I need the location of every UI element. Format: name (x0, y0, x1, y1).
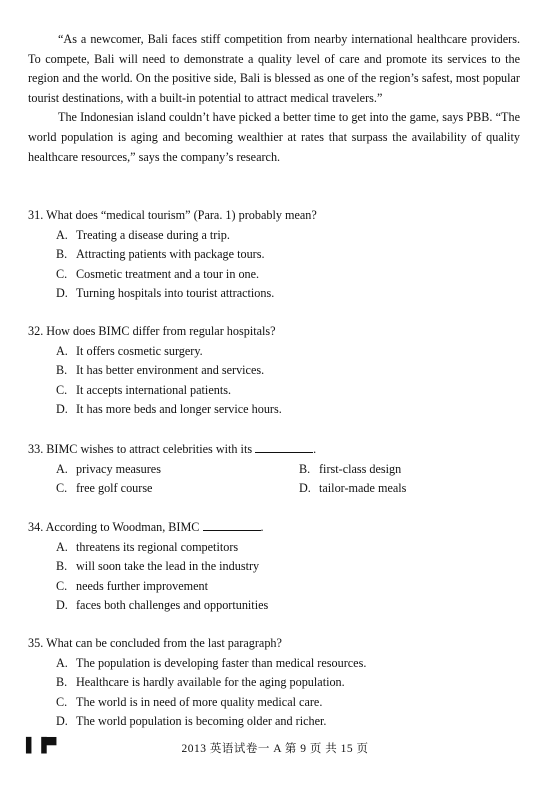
question-stem (28, 322, 528, 342)
option-letter: D. (56, 598, 68, 612)
answer-blank (255, 440, 313, 453)
passage-paragraph: The Indonesian island couldn’t have picked a better time to get into the game, says PBB. “The world population is aging and becoming wealthier at rates that surpass the availability of quality healthcare resources,” says the company’s research. (28, 110, 520, 164)
option-a[interactable] (28, 654, 528, 674)
option-a[interactable] (28, 460, 271, 480)
option-a[interactable] (28, 226, 528, 246)
option-letter: C. (56, 481, 68, 495)
option-letter: B. (56, 363, 68, 377)
option-d[interactable] (28, 284, 528, 304)
option-text: will soon take the lead in the industry (76, 559, 260, 573)
option-text: free golf course (76, 481, 153, 495)
question-stem (28, 440, 528, 460)
option-d[interactable] (271, 479, 514, 499)
question-32 (28, 322, 528, 420)
option-c[interactable] (28, 479, 271, 499)
option-letter: A. (56, 461, 68, 476)
option-text: Healthcare is hardly available for the aging population. (76, 675, 345, 689)
question-stem (28, 206, 528, 226)
option-c[interactable] (28, 381, 528, 401)
question-stem (28, 634, 528, 654)
option-d[interactable] (28, 712, 528, 732)
option-a[interactable] (28, 342, 528, 362)
option-b[interactable] (28, 673, 528, 693)
option-text: It has more beds and longer service hours. (76, 402, 282, 416)
question-text: What can be concluded from the last paragraph? (46, 636, 282, 650)
option-letter: C. (56, 578, 68, 593)
option-letter: A. (56, 227, 68, 242)
option-letter: A. (56, 539, 68, 554)
page-footer (0, 736, 550, 760)
option-letter: B. (56, 247, 68, 261)
option-text: The world is in need of more quality medical care. (76, 694, 323, 709)
option-text: privacy measures (76, 461, 161, 476)
option-text: Turning hospitals into tourist attractions. (76, 286, 275, 300)
option-text: The world population is becoming older and richer. (76, 714, 327, 728)
option-text: It accepts international patients. (76, 382, 231, 397)
option-c[interactable] (28, 577, 528, 597)
question-number: 31. (28, 208, 44, 222)
option-letter: D. (299, 481, 311, 495)
question-number: 32. (28, 324, 44, 338)
question-stem (28, 518, 528, 538)
page-number: 2013 英语试卷一 A 第 9 页 共 15 页 (181, 743, 369, 755)
answer-blank (203, 518, 261, 531)
option-text: threatens its regional competitors (76, 539, 239, 554)
option-text: Treating a disease during a trip. (76, 227, 230, 242)
question-34 (28, 518, 528, 616)
question-number: 33. (28, 442, 44, 456)
question-31 (28, 206, 528, 304)
question-text: BIMC wishes to attract celebrities with its (46, 442, 253, 456)
option-b[interactable] (28, 361, 528, 381)
option-text: It offers cosmetic surgery. (76, 343, 203, 358)
option-letter: B. (299, 461, 311, 476)
reading-passage (28, 30, 520, 167)
option-letter: D. (56, 286, 68, 300)
option-letter: B. (56, 675, 68, 689)
option-c[interactable] (28, 265, 528, 285)
option-b[interactable] (28, 245, 528, 265)
option-letter: D. (56, 714, 68, 728)
passage-paragraph: “As a newcomer, Bali faces stiff competition from nearby international healthcare providers. To compete, Bali will need to demonstrate a quality level of care and promote its services to the region and the world. On the positive side, Bali is blessed as one of the region’s safest, most popular tourist destinations, with a built-in potential to attract medical travelers.” (28, 32, 520, 105)
question-33 (28, 440, 528, 499)
option-text: first-class design (319, 461, 402, 476)
question-number: 34. (28, 520, 44, 534)
option-letter: C. (56, 694, 68, 709)
option-c[interactable] (28, 693, 528, 713)
option-letter: C. (56, 382, 68, 397)
option-letter: A. (56, 655, 68, 670)
question-text: According to Woodman, BIMC (45, 520, 200, 534)
option-d[interactable] (28, 400, 528, 420)
question-35 (28, 634, 528, 732)
question-text: What does “medical tourism” (Para. 1) probably mean? (46, 208, 317, 222)
option-letter: B. (56, 559, 68, 573)
option-text: faces both challenges and opportunities (76, 598, 269, 612)
option-a[interactable] (28, 538, 528, 558)
stem-end: . (313, 442, 317, 456)
option-letter: D. (56, 402, 68, 416)
option-text: Attracting patients with package tours. (76, 247, 265, 261)
option-text: Cosmetic treatment and a tour in one. (76, 266, 260, 281)
option-text: tailor-made meals (319, 481, 407, 495)
option-text: It has better environment and services. (76, 363, 265, 377)
question-text: How does BIMC differ from regular hospitals? (46, 324, 276, 338)
stem-end: . (260, 520, 264, 534)
option-letter: C. (56, 266, 68, 281)
option-letter: A. (56, 343, 68, 358)
option-text: needs further improvement (76, 578, 208, 593)
question-number: 35. (28, 636, 44, 650)
option-text: The population is developing faster than medical resources. (76, 655, 367, 670)
option-b[interactable] (28, 557, 528, 577)
barcode-mark-icon: ▌▐▀ (26, 738, 56, 754)
option-d[interactable] (28, 596, 528, 616)
option-b[interactable] (271, 460, 514, 480)
